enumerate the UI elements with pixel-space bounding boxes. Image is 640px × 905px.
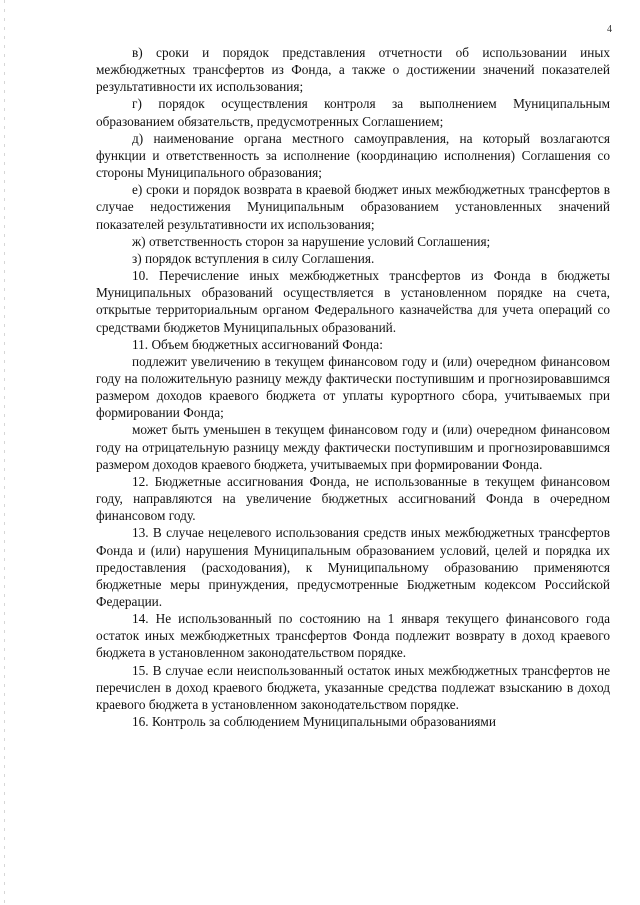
paragraph-11-increase: подлежит увеличению в текущем финансовом году и (или) очередном финансовом году на положительную разницу между фактически поступившим и прогнозировавшимся размером доходов краевого бюджета от уплаты курортного сбора, учитываемых при формировании Фонда; bbox=[96, 353, 610, 421]
paragraph-item-v: в) сроки и порядок представления отчетности об использовании иных межбюджетных трансфертов из Фонда, а также о достижении значений показателей результативности их использования; bbox=[96, 45, 610, 95]
paragraph-item-z: з) порядок вступления в силу Соглашения. bbox=[132, 250, 375, 266]
paragraph-10: 10. Перечисление иных межбюджетных трансфертов из Фонда в бюджеты Муниципальных образований осуществляется в установленном порядке на счета, открытые территориальным органом Федерального казначейства для учета операций со средствами бюджетов Муниципальных образований. bbox=[96, 268, 610, 335]
paragraph-item-zh: ж) ответственность сторон за нарушение условий Соглашения; bbox=[132, 233, 491, 249]
paragraph-item-d: д) наименование органа местного самоуправления, на который возлагаются функции и ответственность за исполнение (координацию исполнения) Соглашения со стороны Муниципального образования; bbox=[96, 130, 610, 181]
paragraph-14: 14. Не использованный по состоянию на 1 января текущего финансового года остаток иных межбюджетных трансфертов Фонда подлежит возврату в доход краевого бюджета в установленном законодательством порядке. bbox=[96, 611, 610, 661]
document-body bbox=[96, 44, 610, 730]
scan-edge-artifact bbox=[4, 0, 5, 905]
paragraph-12: 12. Бюджетные ассигнования Фонда, не использованные в текущем финансовом году, направляются на увеличение бюджетных ассигнований Фонда в очередном финансовом году. bbox=[96, 473, 610, 524]
paragraph-11: 11. Объем бюджетных ассигнований Фонда: bbox=[132, 336, 383, 352]
paragraph-11-decrease: может быть уменьшен в текущем финансовом году и (или) очередном финансовом году на отрицательную разницу между фактически поступившим и прогнозировавшимся размером доходов краевого бюджета, учитываемых при формировании Фонда. bbox=[96, 422, 610, 472]
paragraph-13: 13. В случае нецелевого использования средств иных межбюджетных трансфертов Фонда и (или) нарушения Муниципальным образованием условий, целей и порядка их предоставления (расходования), к Муниципальному образованию применяются бюджетные меры принуждения, предусмотренные Бюджетным кодексом Российской Федерации. bbox=[96, 525, 610, 609]
paragraph-15: 15. В случае если неиспользованный остаток иных межбюджетных трансфертов не перечислен в доход краевого бюджета, указанные средства подлежат взысканию в доход краевого бюджета в установленном законодательством порядке. bbox=[96, 662, 610, 712]
paragraph-item-e: е) сроки и порядок возврата в краевой бюджет иных межбюджетных трансфертов в случае недостижения Муниципальным образованием установленных значений показателей результативности их использования; bbox=[96, 182, 610, 232]
paragraph-16: 16. Контроль за соблюдением Муниципальными образованиями bbox=[132, 714, 496, 730]
paragraph-item-g: г) порядок осуществления контроля за выполнением Муниципальным образованием обязательств, предусмотренных Соглашением; bbox=[96, 96, 610, 129]
page-number: 4 bbox=[607, 24, 612, 35]
